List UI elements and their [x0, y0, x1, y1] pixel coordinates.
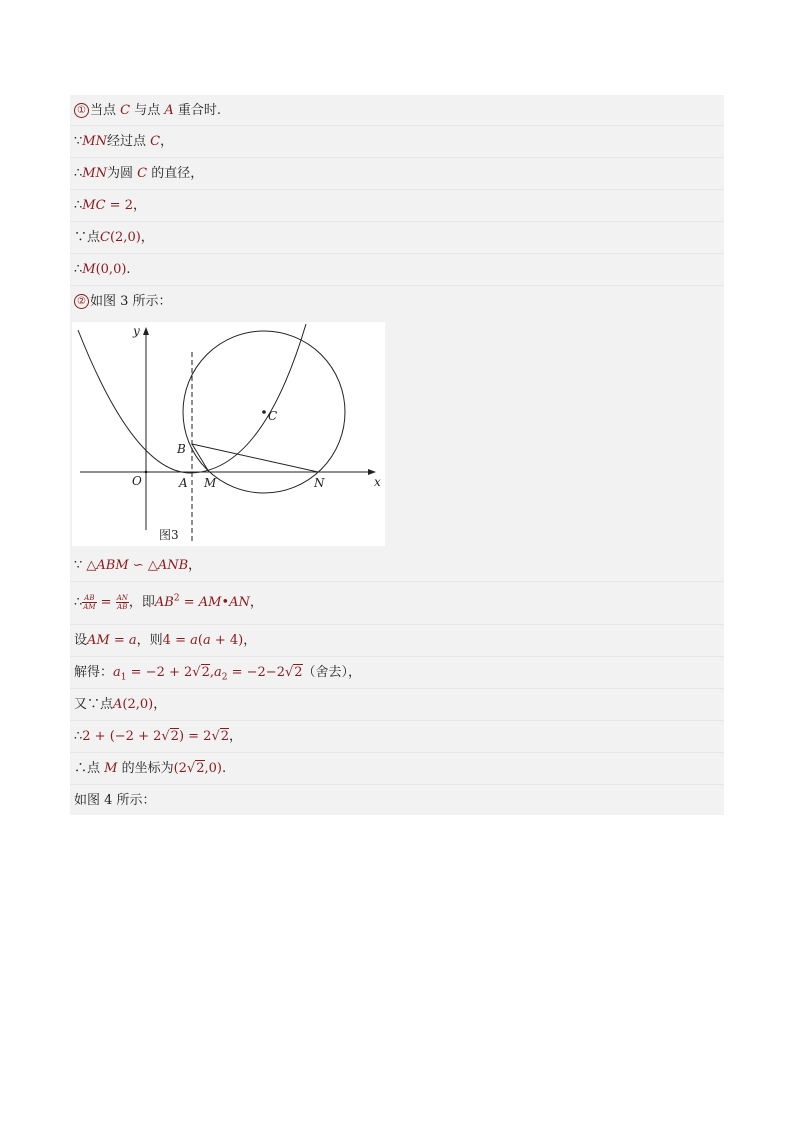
solution-line: [70, 582, 724, 625]
text-run: 与点: [130, 103, 165, 118]
math-run: =: [96, 595, 116, 610]
label-c: C: [268, 409, 278, 423]
text-run: ，: [249, 595, 263, 610]
math-run: (2√: [173, 761, 196, 776]
text-run: 设: [74, 633, 88, 648]
text-run: 经过点: [106, 134, 151, 149]
solution-line: [70, 222, 724, 254]
figure-3: [72, 322, 385, 546]
text-run: ∵: [74, 558, 87, 573]
math-run: = 2: [105, 198, 133, 213]
math-run: ,0): [204, 761, 222, 776]
math-run: (2,0): [122, 697, 154, 712]
math-run: 2: [220, 729, 230, 744]
math-run: a: [202, 633, 211, 648]
solution-line: [70, 254, 724, 286]
math-run: = −2 + 2√: [126, 665, 201, 680]
math-run: =: [179, 595, 199, 610]
label-b: B: [177, 442, 186, 456]
math-run: M: [82, 262, 96, 277]
label-x: x: [374, 475, 381, 489]
math-run: 2 + (−2 + 2√: [82, 729, 170, 744]
solution-line: [70, 550, 724, 582]
text-run: ，: [229, 729, 243, 744]
math-run: 2: [201, 665, 210, 680]
math-run: C: [120, 103, 131, 118]
figure-3-diagram: [72, 322, 385, 546]
solution-line: [70, 158, 724, 190]
text-run: 的直径，: [147, 166, 204, 181]
solution-line: [70, 657, 724, 689]
text-run: 如图 4 所示：: [74, 793, 156, 808]
segment-bm: [192, 444, 209, 472]
text-run: ∵: [74, 134, 83, 149]
math-run: C: [137, 166, 148, 181]
math-run: a: [190, 633, 198, 648]
text-run: 的坐标为: [117, 761, 174, 776]
math-run: △: [86, 558, 97, 573]
math-run: (0,0): [95, 262, 127, 277]
fraction-denominator: AB: [117, 603, 128, 611]
fraction-numerator: AN: [116, 594, 128, 602]
text-run: 如图 3 所示：: [90, 294, 172, 309]
text-run: ∴: [74, 595, 83, 610]
math-run: 2: [173, 593, 180, 604]
label-y: y: [133, 324, 140, 338]
math-run: 2: [170, 729, 179, 744]
fraction-denominator: AM: [83, 603, 96, 611]
solution-line: [70, 126, 724, 158]
math-run: (2,0): [109, 230, 141, 245]
math-run: =: [109, 633, 129, 648]
text-run: （舍去），: [302, 665, 362, 680]
math-run: MN: [82, 134, 107, 149]
label-n: N: [314, 476, 325, 490]
math-run: A: [113, 697, 123, 712]
math-run: ∽ △: [128, 558, 158, 573]
text-run: ，: [132, 198, 146, 213]
text-run: ，: [188, 558, 202, 573]
text-run: 当点: [90, 103, 121, 118]
point-o: [145, 471, 148, 474]
text-run: 解得：: [74, 665, 114, 680]
fraction: [82, 594, 96, 611]
math-run: 1: [120, 672, 127, 683]
text-run: ，即: [128, 595, 155, 610]
label-o: O: [132, 474, 142, 488]
solution-line: [70, 753, 724, 785]
math-run: = −2−2√: [227, 665, 294, 680]
text-run: ，: [160, 134, 174, 149]
math-run: a: [113, 665, 121, 680]
math-run: AM: [87, 633, 110, 648]
math-run: 2: [196, 761, 205, 776]
text-run: .: [222, 761, 227, 776]
text-run: 又∵点: [74, 697, 114, 712]
label-m: M: [204, 476, 217, 490]
math-run: C: [150, 134, 161, 149]
math-run: ) = 2√: [178, 729, 220, 744]
math-run: •: [221, 595, 230, 610]
solution-line: [70, 286, 724, 316]
text-run: ，: [153, 697, 167, 712]
text-run: .: [126, 262, 131, 277]
math-run: (: [197, 633, 203, 648]
text-run: ∴: [74, 198, 83, 213]
segment-bn: [192, 444, 318, 472]
label-a: A: [179, 476, 188, 490]
text-run: 为圆: [106, 166, 138, 181]
math-run: AN: [229, 595, 250, 610]
solution-line: [70, 625, 724, 657]
math-run: C: [100, 230, 110, 245]
fraction-numerator: AB: [82, 594, 96, 603]
math-run: M: [104, 761, 118, 776]
text-run: 重合时.: [173, 103, 222, 118]
math-run: 2: [221, 672, 228, 683]
text-run: ∴点: [74, 761, 105, 776]
math-run: AM: [198, 595, 222, 610]
solution-line: [70, 689, 724, 721]
math-run: ABM: [96, 558, 129, 573]
math-run: MN: [82, 166, 107, 181]
solution-line: [70, 721, 724, 753]
text-run: ，则: [136, 633, 163, 648]
text-run: ，: [140, 230, 154, 245]
math-run: MC: [82, 198, 106, 213]
text-run: ∴: [74, 729, 83, 744]
text-run: ∵点: [74, 230, 101, 245]
text-run: ∴: [74, 166, 83, 181]
math-run: A: [164, 103, 174, 118]
math-run: a: [128, 633, 137, 648]
math-run: AB: [154, 595, 174, 610]
math-run: 2: [294, 665, 303, 680]
text-run: ，: [243, 633, 257, 648]
solution-line: [70, 785, 724, 815]
fraction: [116, 594, 129, 611]
math-run: ANB: [157, 558, 189, 573]
text-run: ∴: [74, 262, 83, 277]
math-run: a: [213, 665, 222, 680]
math-run: + 4): [210, 633, 244, 648]
point-c: [262, 410, 266, 414]
figure-caption: 图3: [159, 528, 179, 542]
solution-line: [70, 95, 724, 126]
math-run: 4 =: [162, 633, 191, 648]
solution-line: [70, 190, 724, 222]
math-run: ,: [209, 665, 214, 680]
step-number: ①: [74, 103, 89, 118]
step-number: ②: [74, 294, 89, 309]
